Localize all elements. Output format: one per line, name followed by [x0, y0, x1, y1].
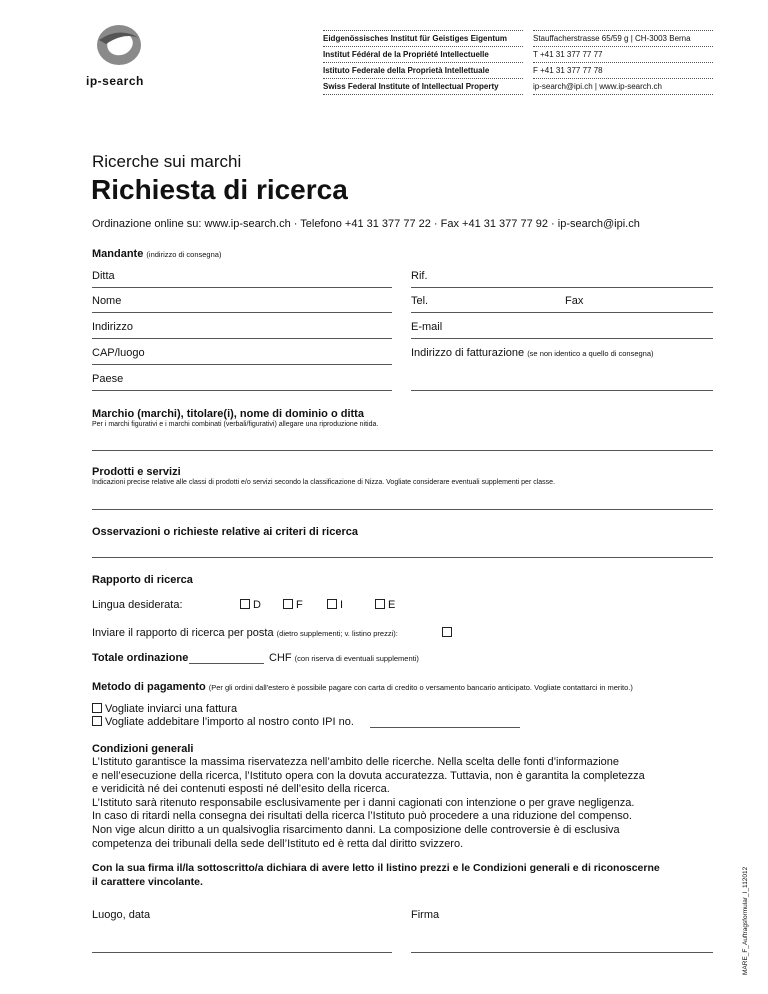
field-rif[interactable]: [411, 287, 713, 288]
side-code: MARE_F_Auftragsformular_I_112012: [742, 866, 749, 975]
contact-address: Stauffacherstrasse 65/59 g | CH-3003 Berna: [533, 34, 691, 43]
field-email[interactable]: [411, 338, 713, 339]
field-paese[interactable]: [92, 390, 392, 391]
marchio-heading: Marchio (marchi), titolare(i), nome di dominio o ditta: [92, 408, 364, 420]
checkbox-i[interactable]: [327, 599, 337, 609]
lang-option-e[interactable]: E: [375, 599, 395, 611]
checkbox-f[interactable]: [283, 599, 293, 609]
field-tel-fax[interactable]: [411, 312, 713, 313]
lingua-label: Lingua desiderata:: [92, 599, 183, 611]
label-nome: Nome: [92, 295, 122, 307]
label-indirizzo: Indirizzo: [92, 321, 133, 333]
pagamento-option-conto[interactable]: Vogliate addebitare l’importo al nostro conto IPI no.: [92, 716, 354, 728]
contact-phone: T +41 31 377 77 77: [533, 50, 603, 59]
firma-statement: Con la sua firma il/la sottoscritto/a dichiara di avere letto il listino prezzi e le Condizioni generali e di riconoscerne il carattere vincolante.: [92, 862, 660, 888]
label-fax: Fax: [565, 295, 584, 307]
chf-label: CHF (con riserva di eventuali supplementi): [269, 652, 419, 664]
field-firma[interactable]: [411, 952, 713, 953]
label-ditta: Ditta: [92, 270, 115, 282]
pagamento-heading: Metodo di pagamento (Per gli ordini dall'estero è possibile pagare con carta di credito o versamento bancario anticipato. Vogliate contattarci in merito.): [92, 681, 633, 693]
osservazioni-heading: Osservazioni o richieste relative ai criteri di ricerca: [92, 526, 358, 538]
doc-subtitle: Ricerche sui marchi: [92, 152, 242, 171]
field-cap[interactable]: [92, 364, 392, 365]
field-nome[interactable]: [92, 312, 392, 313]
field-totale[interactable]: [189, 663, 264, 664]
label-email: E-mail: [411, 321, 443, 333]
checkbox-conto[interactable]: [92, 716, 102, 726]
contact-web: ip-search@ipi.ch | www.ip-search.ch: [533, 82, 662, 91]
checkbox-d[interactable]: [240, 599, 250, 609]
label-paese: Paese: [92, 373, 124, 385]
mandante-heading: Mandante (indirizzo di consegna): [92, 248, 222, 260]
institute-en: Swiss Federal Institute of Intellectual Property: [323, 82, 499, 91]
label-firma: Firma: [411, 909, 440, 921]
checkbox-posta[interactable]: [442, 627, 452, 637]
lang-option-d[interactable]: D: [240, 599, 261, 611]
label-fatturazione: Indirizzo di fatturazione (se non identico a quello di consegna): [411, 347, 654, 359]
field-luogo-data[interactable]: [92, 952, 392, 953]
label-luogo-data: Luogo, data: [92, 909, 151, 921]
field-indirizzo[interactable]: [92, 338, 392, 339]
doc-title: Richiesta di ricerca: [91, 174, 348, 205]
condizioni-heading: Condizioni generali: [92, 743, 194, 755]
label-cap: CAP/luogo: [92, 347, 145, 359]
prodotti-note: Indicazioni precise relative alle classi di prodotti e/o servizi secondo la classificazione di Nizza. Vogliate considerare eventuali supplementi per classe.: [92, 479, 556, 486]
logo-text: ip-search: [86, 74, 144, 88]
field-fatturazione[interactable]: [411, 390, 713, 391]
label-tel: Tel.: [411, 295, 429, 307]
label-rif: Rif.: [411, 270, 428, 282]
prodotti-heading: Prodotti e servizi: [92, 466, 181, 478]
field-conto[interactable]: [370, 727, 520, 728]
lang-option-i[interactable]: I: [327, 599, 343, 611]
rapporto-heading: Rapporto di ricerca: [92, 574, 193, 586]
condizioni-text: L’Istituto garantisce la massima riservatezza nell’ambito delle ricerche. Nella scelta delle fonti d’informazione e nell’esecuzione della ricerca, l’Istituto opera con la dovuta accuratezza. Tuttavia, non è garantita la completezza e veridicità né dei contenuti esposti né dell’esito della ricerca. L’Istituto sarà ritenuto responsabile esclusivamente per i danni cagionati con intenzione o per grave negligenza. In caso di ritardi nella consegna dei risultati della ricerca l’Istituto può procedere a una riduzione del compenso. Non vige alcun diritto a un qualsivoglia risarcimento danni. La composizione delle controversie è di esclusiva competenza dei tribunali della sede dell’Istituto ed è retta dal diritto svizzero.: [92, 756, 645, 850]
institute-de: Eidgenössisches Institut für Geistiges Eigentum: [323, 34, 508, 43]
posta-label: Inviare il rapporto di ricerca per posta (dietro supplementi; v. listino prezzi):: [92, 627, 398, 639]
online-order-line: Ordinazione online su: www.ip-search.ch · Telefono +41 31 377 77 22 · Fax +41 31 377 77 92 · ip-search@ipi.ch: [92, 218, 640, 230]
pagamento-option-fattura[interactable]: Vogliate inviarci una fattura: [92, 703, 237, 715]
field-ditta[interactable]: [92, 287, 392, 288]
contact-fax: F +41 31 377 77 78: [533, 66, 603, 75]
field-prodotti[interactable]: [92, 509, 713, 510]
checkbox-e[interactable]: [375, 599, 385, 609]
logo: [86, 22, 166, 92]
marchio-note: Per i marchi figurativi e i marchi combinati (verbali/figurativi) allegare una riproduzione nitida.: [92, 421, 379, 428]
field-osservazioni[interactable]: [92, 557, 713, 558]
totale-label: Totale ordinazione: [92, 652, 189, 664]
lang-option-f[interactable]: F: [283, 599, 303, 611]
checkbox-fattura[interactable]: [92, 703, 102, 713]
field-marchio[interactable]: [92, 450, 713, 451]
ip-search-logo-icon: [94, 22, 144, 68]
institute-it: Istituto Federale della Proprietà Intellettuale: [323, 66, 490, 75]
institute-fr: Institut Fédéral de la Propriété Intellectuelle: [323, 50, 489, 59]
